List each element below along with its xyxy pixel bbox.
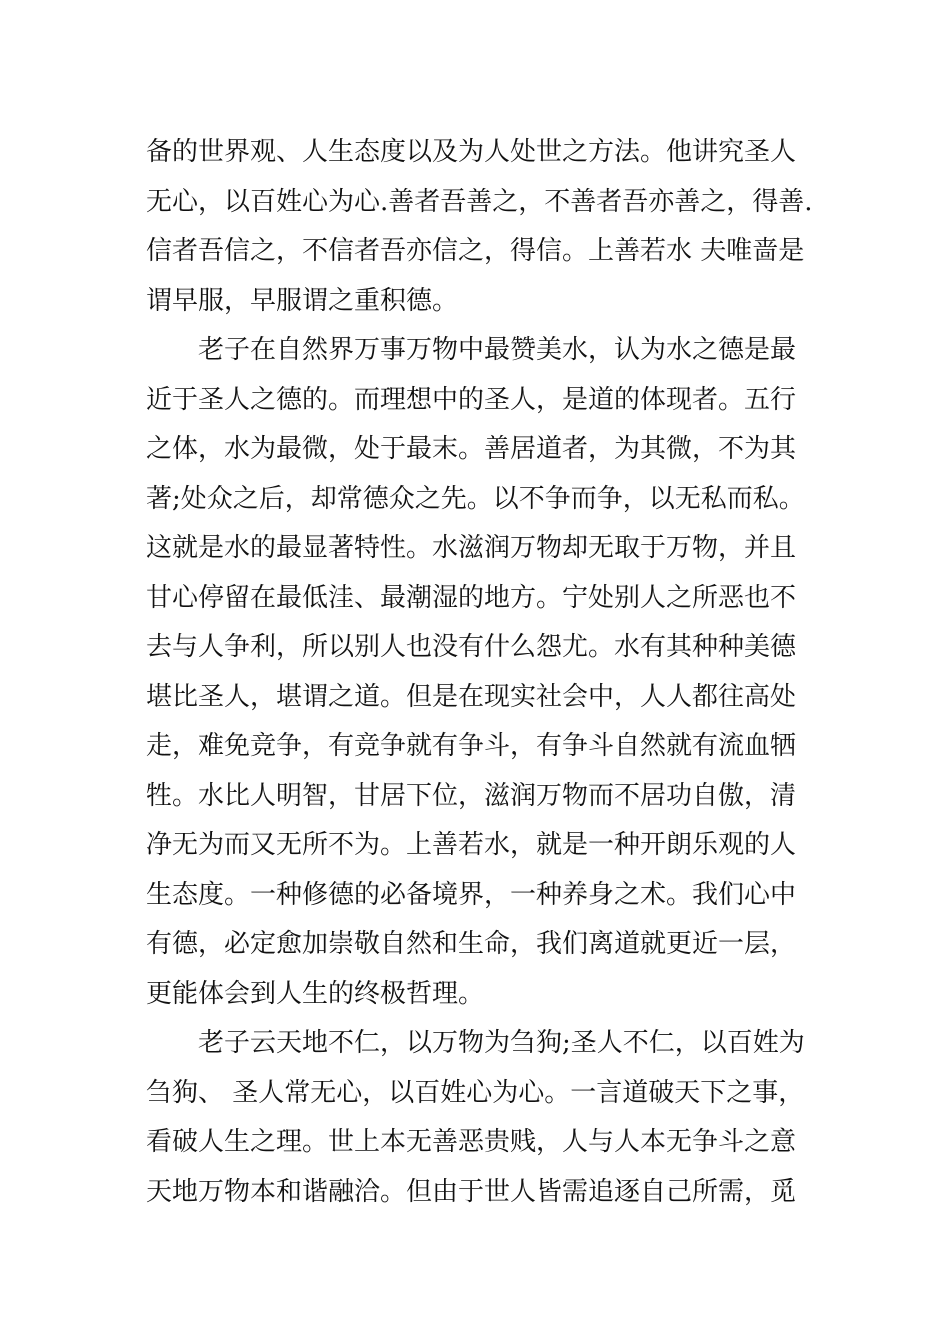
text-line: 这就是水的最显著特性。水滋润万物却无取于万物，并且 bbox=[146, 533, 797, 563]
text-line: 之体，水为最微，处于最末。善居道者，为其微，不为其 bbox=[146, 434, 797, 464]
text-line: 生态度。一种修德的必备境界，一种养身之术。我们心中 bbox=[146, 879, 797, 910]
text-line: 堪比圣人，堪谓之道。但是在现实社会中，人人都往高处 bbox=[146, 681, 797, 712]
text-line: 老子在自然界万事万物中最赞美水，认为水之德是最 bbox=[198, 335, 797, 365]
text-line: 看破人生之理。世上本无善恶贵贱，人与人本无争斗之意 bbox=[146, 1127, 797, 1157]
text-line: 天地万物本和谐融洽。但由于世人皆需追逐自己所需，觅 bbox=[146, 1176, 797, 1207]
text-line: 走，难免竞争，有竞争就有争斗，有争斗自然就有流血牺 bbox=[146, 731, 797, 761]
text-line: 刍狗、 圣人常无心，以百姓心为心。一言道破天下之事， bbox=[146, 1077, 805, 1108]
text-line: 老子云天地不仁，以万物为刍狗;圣人不仁，以百姓为 bbox=[198, 1028, 805, 1058]
text-line: 备的世界观、人生态度以及为人处世之方法。他讲究圣人 bbox=[146, 137, 797, 167]
text-line: 著;处众之后，却常德众之先。以不争而争，以无私而私。 bbox=[146, 483, 805, 514]
text-line: 谓早服，早服谓之重积德。 bbox=[146, 285, 459, 316]
text-line: 信者吾信之，不信者吾亦信之，得信。上善若水 夫唯啬是 bbox=[146, 236, 805, 266]
text-line: 无心，以百姓心为心.善者吾善之，不善者吾亦善之，得善. bbox=[146, 186, 813, 217]
text-line: 甘心停留在最低洼、最潮湿的地方。宁处别人之所恶也不 bbox=[146, 582, 797, 613]
text-line: 近于圣人之德的。而理想中的圣人，是道的体现者。五行 bbox=[146, 384, 797, 415]
text-line: 去与人争利，所以别人也没有什么怨尤。水有其种种美德 bbox=[146, 632, 797, 662]
text-line: 牲。水比人明智，甘居下位，滋润万物而不居功自傲，清 bbox=[146, 780, 797, 811]
text-line: 净无为而又无所不为。上善若水，就是一种开朗乐观的人 bbox=[146, 830, 797, 860]
document-body bbox=[146, 128, 816, 1217]
text-line: 有德，必定愈加崇敬自然和生命，我们离道就更近一层， bbox=[146, 929, 797, 959]
text-line: 更能体会到人生的终极哲理。 bbox=[146, 978, 485, 1009]
